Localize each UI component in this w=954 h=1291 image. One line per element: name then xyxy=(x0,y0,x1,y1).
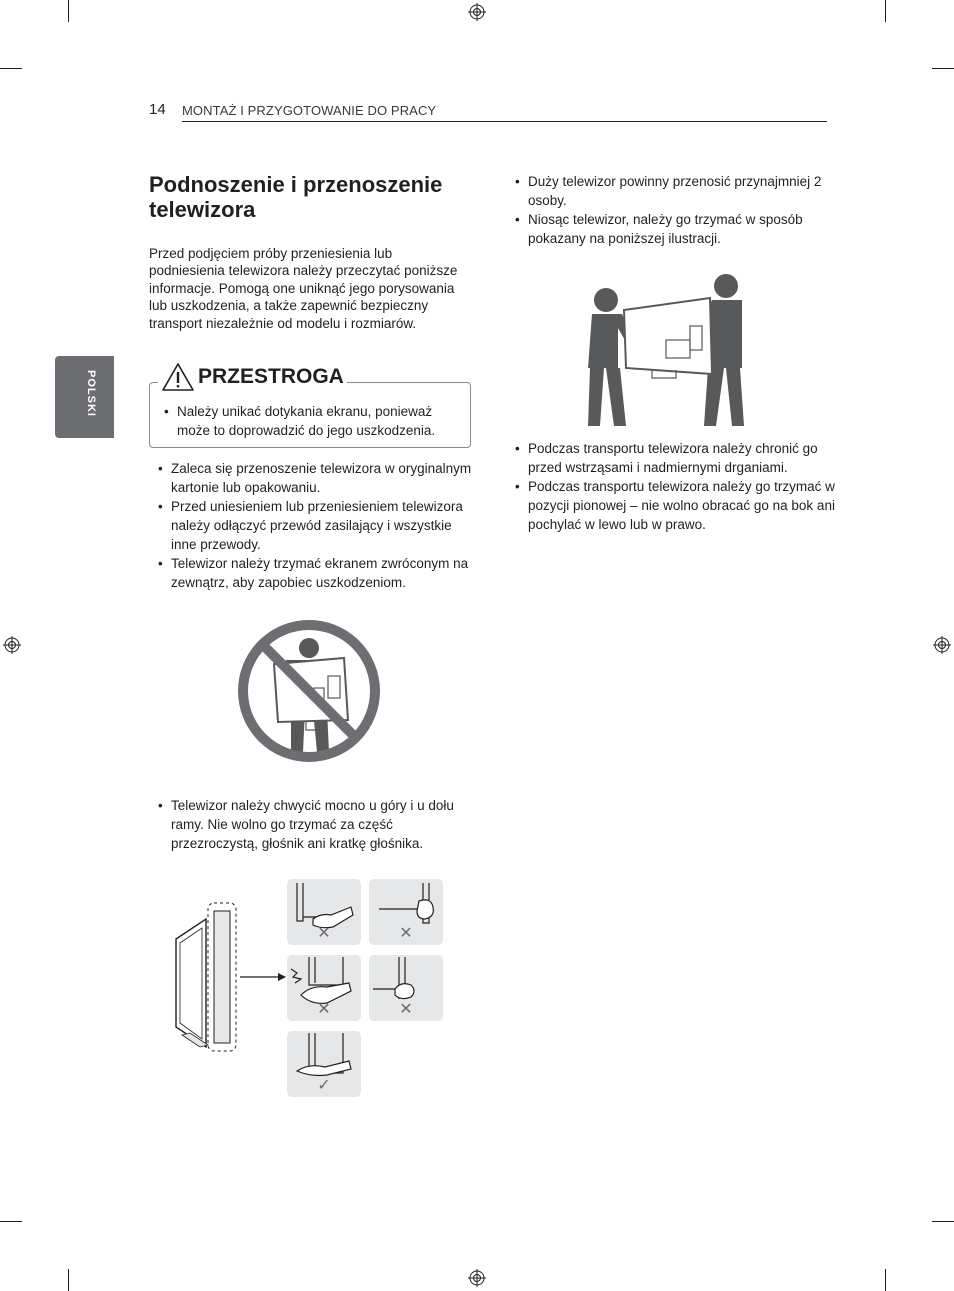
transport-list xyxy=(506,439,836,534)
header-divider xyxy=(182,121,827,122)
wrong-mark-icon: ✕ xyxy=(317,925,331,942)
registration-mark-icon xyxy=(468,3,486,21)
crop-mark xyxy=(885,0,886,22)
wrong-mark-icon: ✕ xyxy=(399,1001,413,1018)
prohibited-carry-illustration xyxy=(236,618,382,764)
correct-mark-icon: ✓ xyxy=(317,1077,331,1094)
hand-grip-icon xyxy=(287,879,361,929)
list-item: • Przed uniesieniem lub przeniesieniem telewizora należy odłączyć przewód zasilający i wszystkie inne przewody. xyxy=(149,497,479,554)
list-item: • Telewizor należy trzymać ekranem zwróconym na zewnątrz, aby zapobiec uszkodzeniom. xyxy=(149,554,479,592)
grip-panel-wrong xyxy=(369,955,443,1021)
list-item: • Podczas transportu telewizora należy chronić go przed wstrząsami i nadmiernymi drganiami. xyxy=(506,439,836,477)
grip-panel-wrong xyxy=(287,955,361,1021)
grip-panel-correct xyxy=(287,1031,361,1097)
hand-grip-icon xyxy=(287,1031,361,1081)
crop-mark xyxy=(932,1221,954,1222)
wrong-mark-icon: ✕ xyxy=(317,1001,331,1018)
registration-mark-icon xyxy=(933,636,951,654)
registration-mark-icon xyxy=(3,636,21,654)
crop-mark xyxy=(68,1269,69,1291)
crop-mark xyxy=(0,1221,22,1222)
handling-list xyxy=(149,459,479,592)
crop-mark xyxy=(0,68,22,69)
registration-mark-icon xyxy=(468,1269,486,1287)
list-item: • Podczas transportu telewizora należy go trzymać w pozycji pionowej – nie wolno obracać go na bok ani pochylać w lewo lub w prawo. xyxy=(506,477,836,534)
wrong-mark-icon: ✕ xyxy=(399,925,413,942)
hand-grip-icon xyxy=(287,955,361,1005)
carry-list xyxy=(506,172,836,248)
page-number: 14 xyxy=(149,101,166,118)
language-tab-label: POLSKI xyxy=(85,370,97,417)
two-person-carry-illustration xyxy=(586,270,748,428)
list-item: • Zaleca się przenoszenie telewizora w oryginalnym kartonie lub opakowaniu. xyxy=(149,459,479,497)
tv-frame-illustration xyxy=(170,897,288,1057)
list-item: • Telewizor należy chwycić mocno u góry i u dołu ramy. Nie wolno go trzymać za część przezroczystą, głośnik ani kratkę głośnika. xyxy=(149,796,479,853)
caution-header xyxy=(158,360,347,394)
crop-mark xyxy=(68,0,69,22)
crop-mark xyxy=(932,68,954,69)
page-title: Podnoszenie i przenoszenie telewizora xyxy=(149,172,443,222)
hand-grip-icon xyxy=(369,955,443,1005)
warning-triangle-icon xyxy=(161,362,195,392)
caution-title: PRZESTROGA xyxy=(198,365,344,388)
grip-panel-wrong xyxy=(287,879,361,945)
language-tab xyxy=(55,356,114,438)
list-item: • Należy unikać dotykania ekranu, ponieważ może to doprowadzić do jego uszkodzenia. xyxy=(155,402,465,440)
list-item: • Duży telewizor powinny przenosić przynajmniej 2 osoby. xyxy=(506,172,836,210)
grip-panel-wrong xyxy=(369,879,443,945)
section-title: MONTAŻ I PRZYGOTOWANIE DO PRACY xyxy=(182,103,437,118)
grip-list xyxy=(149,796,479,853)
list-item: • Niosąc telewizor, należy go trzymać w sposób pokazany na poniższej ilustracji. xyxy=(506,210,836,248)
crop-mark xyxy=(885,1269,886,1291)
hand-grip-icon xyxy=(369,879,443,929)
caution-list xyxy=(155,402,465,440)
intro-paragraph: Przed podjęciem próby przeniesienia lub podniesienia telewizora należy przeczytać poniższe informacje. Pomogą one uniknąć jego porysowania lub uszkodzenia, a także zapewnić bezpieczny transport niezależnie od modelu i rozmiarów. xyxy=(149,246,458,331)
